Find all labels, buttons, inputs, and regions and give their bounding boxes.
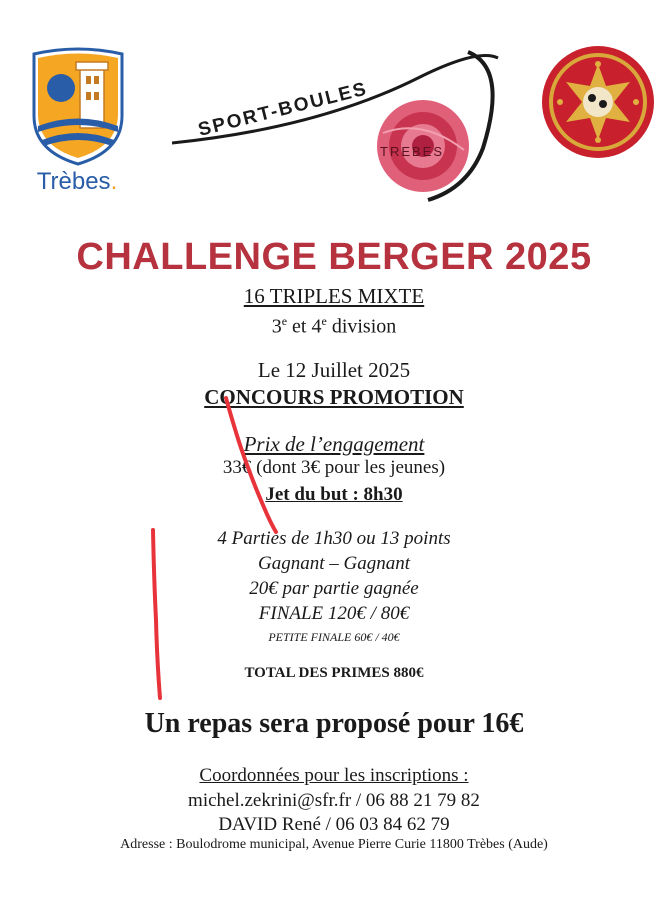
rules-parties: 4 Parties de 1h30 ou 13 points: [217, 528, 451, 549]
pricing-value: 33€ (dont 3€ pour les jeunes): [222, 457, 446, 478]
event-title: CHALLENGE BERGER 2025: [76, 236, 592, 278]
division-part-3: division: [326, 315, 397, 338]
jet-du-but: Jet du but : 8h30: [265, 484, 403, 505]
rules-total: TOTAL DES PRIMES 880€: [244, 665, 424, 681]
division-sup-1: e: [281, 314, 288, 328]
contact-line-1: michel.zekrini@sfr.fr / 06 88 21 79 82: [188, 790, 480, 811]
event-date: Le 12 Juillet 2025: [257, 358, 411, 382]
sport-boules-text: SPORT-BOULES: [196, 78, 370, 141]
rules-format: Gagnant – Gagnant: [258, 553, 410, 574]
trebes-wordmark: [22, 168, 132, 196]
event-format: 16 TRIPLES MIXTE: [243, 284, 425, 308]
division-part-2: et 4: [287, 315, 322, 338]
contact-label: Coordonnées pour les inscriptions :: [199, 765, 469, 786]
event-division: [0, 314, 668, 339]
federation-badge-logo: [540, 44, 656, 160]
sport-boules-logo: [168, 38, 513, 208]
contact-line-2: DAVID René / 06 03 84 62 79: [218, 814, 450, 835]
event-concours: CONCOURS PROMOTION: [204, 385, 464, 409]
sport-boules-city: TREBES: [380, 144, 445, 159]
contact-address: Adresse : Boulodrome municipal, Avenue Pierre Curie 11800 Trèbes (Aude): [120, 837, 548, 852]
repas-announcement: Un repas sera proposé pour 16€: [144, 708, 524, 739]
rules-finale: FINALE 120€ / 80€: [258, 603, 410, 624]
rules-par-partie: 20€ par partie gagnée: [249, 578, 419, 599]
trebes-label: Trèbes: [36, 168, 111, 195]
pricing-label: Prix de l’engagement: [243, 432, 425, 456]
division-sup-2: e: [321, 314, 327, 328]
rules-petite-finale: PETITE FINALE 60€ / 40€: [268, 630, 400, 644]
trebes-dot: .: [110, 168, 118, 195]
division-part-1: 3: [271, 315, 282, 338]
